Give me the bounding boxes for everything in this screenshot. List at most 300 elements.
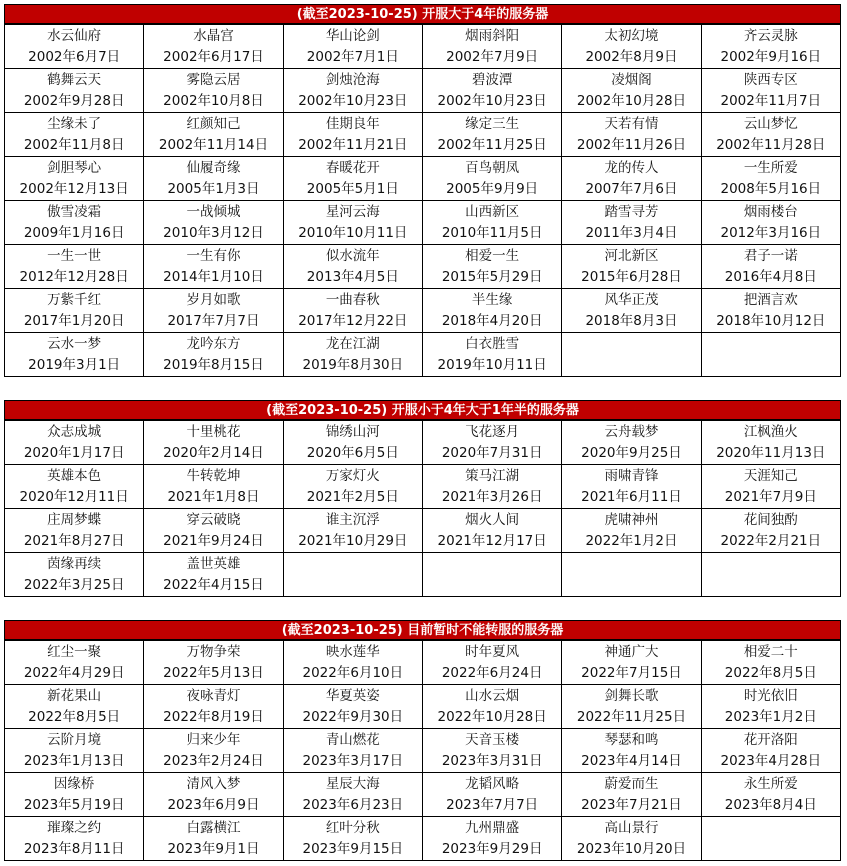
server-name: 烟火人间 — [465, 511, 520, 528]
server-cell — [144, 817, 283, 861]
server-cell — [283, 729, 422, 773]
open-date: 2010年3月12日 — [163, 224, 264, 241]
server-name: 江枫渔火 — [743, 423, 798, 440]
server-name: 岁月如歌 — [186, 291, 241, 308]
server-name: 踏雪寻芳 — [604, 203, 659, 220]
server-name: 剑舞长歌 — [604, 687, 659, 704]
server-name: 相爱二十 — [743, 643, 798, 660]
server-name: 花开洛阳 — [743, 731, 798, 748]
table-row — [5, 773, 841, 817]
open-date: 2002年10月23日 — [298, 92, 408, 109]
server-cell — [5, 773, 144, 817]
server-name: 时年夏风 — [465, 643, 520, 660]
server-name: 星河云海 — [325, 203, 380, 220]
server-name: 缘定三生 — [465, 115, 520, 132]
open-date: 2021年12月17日 — [437, 532, 547, 549]
open-date: 2022年1月2日 — [585, 532, 678, 549]
open-date: 2002年6月7日 — [28, 48, 121, 65]
server-table — [4, 420, 841, 597]
server-cell — [144, 465, 283, 509]
server-cell — [422, 157, 561, 201]
server-cell — [562, 245, 701, 289]
server-cell — [5, 157, 144, 201]
server-name: 茵缘再续 — [47, 555, 102, 572]
open-date: 2002年6月17日 — [163, 48, 264, 65]
server-name: 凌烟阁 — [611, 71, 652, 88]
empty-cell — [701, 817, 840, 861]
open-date: 2022年8月5日 — [724, 664, 817, 681]
open-date: 2023年9月29日 — [441, 840, 543, 857]
server-cell — [422, 289, 561, 333]
open-date: 2019年8月30日 — [302, 356, 404, 373]
server-cell — [144, 333, 283, 377]
open-date: 2023年6月9日 — [167, 796, 260, 813]
server-name: 一生所爱 — [743, 159, 798, 176]
server-name: 雨啸青锋 — [604, 467, 659, 484]
server-name: 天涯知己 — [743, 467, 798, 484]
server-cell — [701, 465, 840, 509]
open-date: 2023年5月19日 — [23, 796, 125, 813]
server-name: 策马江湖 — [465, 467, 520, 484]
open-date: 2002年10月23日 — [437, 92, 547, 109]
server-name: 青山燃花 — [325, 731, 380, 748]
server-cell — [562, 157, 701, 201]
server-cell — [422, 509, 561, 553]
table-row — [5, 817, 841, 861]
server-cell — [422, 113, 561, 157]
server-cell — [701, 641, 840, 685]
table-row — [5, 421, 841, 465]
server-cell — [283, 113, 422, 157]
open-date: 2022年9月30日 — [302, 708, 404, 725]
open-date: 2022年5月13日 — [163, 664, 264, 681]
server-cell — [562, 509, 701, 553]
server-cell — [144, 773, 283, 817]
server-cell — [144, 245, 283, 289]
table-row — [5, 509, 841, 553]
server-name: 龙韬风略 — [465, 775, 520, 792]
open-date: 2023年6月23日 — [302, 796, 404, 813]
open-date: 2021年9月24日 — [163, 532, 264, 549]
open-date: 2021年6月11日 — [581, 488, 682, 505]
server-cell — [283, 817, 422, 861]
server-cell — [5, 333, 144, 377]
server-name: 万家灯火 — [325, 467, 380, 484]
open-date: 2023年1月2日 — [724, 708, 817, 725]
server-name: 盖世英雄 — [186, 555, 241, 572]
table-row — [5, 641, 841, 685]
open-date: 2022年2月21日 — [720, 532, 822, 549]
server-cell — [283, 465, 422, 509]
server-cell — [562, 773, 701, 817]
open-date: 2009年1月16日 — [23, 224, 125, 241]
server-name: 把酒言欢 — [743, 291, 798, 308]
server-cell — [422, 817, 561, 861]
server-name: 水晶宫 — [193, 27, 234, 44]
server-name: 春暖花开 — [325, 159, 380, 176]
server-section-1-5-to-4-years — [4, 400, 841, 597]
open-date: 2021年8月27日 — [23, 532, 125, 549]
server-name: 牛转乾坤 — [186, 467, 241, 484]
server-name: 河北新区 — [604, 247, 659, 264]
open-date: 2021年7月9日 — [724, 488, 817, 505]
server-cell — [562, 201, 701, 245]
table-row — [5, 25, 841, 69]
open-date: 2005年5月1日 — [306, 180, 399, 197]
server-cell — [283, 685, 422, 729]
server-name: 天若有情 — [604, 115, 659, 132]
server-name: 佳期良年 — [325, 115, 380, 132]
open-date: 2023年7月21日 — [581, 796, 682, 813]
server-cell — [701, 421, 840, 465]
server-name: 新花果山 — [47, 687, 102, 704]
server-name: 龙吟东方 — [186, 335, 241, 352]
server-cell — [5, 201, 144, 245]
server-name: 水云仙府 — [47, 27, 102, 44]
table-row — [5, 201, 841, 245]
server-cell — [5, 289, 144, 333]
open-date: 2023年1月13日 — [23, 752, 125, 769]
table-row — [5, 157, 841, 201]
server-cell — [5, 817, 144, 861]
server-cell — [144, 289, 283, 333]
server-name: 烟雨斜阳 — [465, 27, 520, 44]
server-cell — [283, 25, 422, 69]
server-cell — [701, 685, 840, 729]
open-date: 2023年4月28日 — [720, 752, 822, 769]
server-cell — [422, 685, 561, 729]
table-row — [5, 333, 841, 377]
server-name: 似水流年 — [325, 247, 380, 264]
open-date: 2007年7月6日 — [585, 180, 678, 197]
server-name: 鹤舞云天 — [47, 71, 102, 88]
server-table — [4, 640, 841, 861]
server-name: 映水莲华 — [325, 643, 380, 660]
open-date: 2014年1月10日 — [163, 268, 264, 285]
server-name: 神通广大 — [604, 643, 659, 660]
open-date: 2012年3月16日 — [720, 224, 822, 241]
server-name: 剑胆琴心 — [47, 159, 102, 176]
open-date: 2010年11月5日 — [441, 224, 543, 241]
server-name: 烟雨楼台 — [743, 203, 798, 220]
server-cell — [5, 729, 144, 773]
server-name: 红叶分秋 — [325, 819, 380, 836]
open-date: 2018年10月12日 — [716, 312, 826, 329]
table-row — [5, 245, 841, 289]
open-date: 2023年8月4日 — [724, 796, 817, 813]
open-date: 2020年11月13日 — [716, 444, 826, 461]
server-name: 归来少年 — [186, 731, 241, 748]
server-name: 华山论剑 — [325, 27, 380, 44]
server-name: 一曲春秋 — [325, 291, 380, 308]
open-date: 2022年8月19日 — [163, 708, 264, 725]
server-cell — [701, 729, 840, 773]
server-name: 英雄本色 — [47, 467, 102, 484]
server-name: 风华正茂 — [604, 291, 659, 308]
server-name: 太初幻境 — [604, 27, 659, 44]
empty-cell — [701, 333, 840, 377]
open-date: 2023年3月17日 — [302, 752, 404, 769]
server-cell — [144, 421, 283, 465]
server-cell — [562, 729, 701, 773]
open-date: 2017年7月7日 — [167, 312, 260, 329]
open-date: 2022年6月24日 — [441, 664, 543, 681]
open-date: 2019年10月11日 — [437, 356, 547, 373]
empty-cell — [701, 553, 840, 597]
server-name: 半生缘 — [471, 291, 513, 308]
server-cell — [283, 157, 422, 201]
server-name: 花间独酌 — [743, 511, 798, 528]
server-cell — [422, 773, 561, 817]
server-name: 尘缘未了 — [47, 115, 102, 132]
server-name: 相爱一生 — [465, 247, 520, 264]
server-name: 碧波潭 — [471, 71, 513, 88]
server-name: 谁主沉浮 — [325, 511, 380, 528]
server-cell — [5, 113, 144, 157]
server-cell — [701, 69, 840, 113]
server-name: 齐云灵脉 — [743, 27, 798, 44]
section-header: (截至2023-10-25) 开服小于4年大于1年半的服务器 — [4, 400, 841, 420]
open-date: 2002年10月28日 — [576, 92, 687, 109]
open-date: 2018年8月3日 — [585, 312, 678, 329]
open-date: 2021年1月8日 — [167, 488, 260, 505]
open-date: 2020年12月11日 — [19, 488, 129, 505]
server-name: 万紫千红 — [47, 291, 102, 308]
server-cell — [562, 113, 701, 157]
server-cell — [422, 201, 561, 245]
server-cell — [5, 25, 144, 69]
server-cell — [144, 729, 283, 773]
server-cell — [562, 69, 701, 113]
server-cell — [701, 25, 840, 69]
server-name: 云舟载梦 — [604, 423, 659, 440]
server-cell — [283, 289, 422, 333]
server-name: 因缘桥 — [53, 775, 95, 792]
open-date: 2023年9月1日 — [167, 840, 260, 857]
server-name: 傲雪凌霜 — [47, 203, 102, 220]
open-date: 2017年12月22日 — [298, 312, 408, 329]
server-cell — [283, 245, 422, 289]
table-row — [5, 553, 841, 597]
open-date: 2002年11月25日 — [437, 136, 547, 153]
server-cell — [283, 421, 422, 465]
server-name: 红尘一聚 — [47, 643, 102, 660]
open-date: 2002年11月14日 — [158, 136, 269, 153]
open-date: 2002年10月8日 — [163, 92, 264, 109]
server-name: 众志成城 — [47, 423, 102, 440]
open-date: 2017年1月20日 — [23, 312, 125, 329]
server-name: 云阶月境 — [47, 731, 102, 748]
server-name: 高山景行 — [604, 819, 659, 836]
server-cell — [701, 201, 840, 245]
open-date: 2023年9月15日 — [302, 840, 404, 857]
open-date: 2005年1月3日 — [167, 180, 260, 197]
server-name: 云水一梦 — [47, 335, 102, 352]
open-date: 2021年10月29日 — [298, 532, 408, 549]
server-cell — [422, 641, 561, 685]
server-cell — [283, 201, 422, 245]
section-header: (截至2023-10-25) 目前暂时不能转服的服务器 — [4, 620, 841, 640]
server-name: 锦绣山河 — [325, 423, 380, 440]
server-cell — [422, 245, 561, 289]
server-name: 云山梦忆 — [743, 115, 798, 132]
table-row — [5, 69, 841, 113]
server-name: 龙在江湖 — [325, 335, 380, 352]
server-name: 虎啸神州 — [604, 511, 659, 528]
open-date: 2023年8月11日 — [23, 840, 125, 857]
server-cell — [5, 685, 144, 729]
server-name: 山西新区 — [465, 203, 520, 220]
open-date: 2020年7月31日 — [441, 444, 543, 461]
server-cell — [283, 641, 422, 685]
server-cell — [701, 773, 840, 817]
server-cell — [422, 729, 561, 773]
open-date: 2022年7月15日 — [581, 664, 682, 681]
open-date: 2020年1月17日 — [23, 444, 125, 461]
section-header: (截至2023-10-25) 开服大于4年的服务器 — [4, 4, 841, 24]
server-cell — [283, 333, 422, 377]
server-cell — [144, 201, 283, 245]
server-name: 九州鼎盛 — [465, 819, 520, 836]
server-cell — [562, 817, 701, 861]
open-date: 2019年8月15日 — [163, 356, 264, 373]
server-name: 龙的传人 — [604, 159, 659, 176]
server-cell — [562, 25, 701, 69]
server-cell — [422, 465, 561, 509]
server-cell — [144, 25, 283, 69]
empty-cell — [422, 553, 561, 597]
empty-cell — [562, 333, 701, 377]
server-cell — [5, 509, 144, 553]
empty-cell — [562, 553, 701, 597]
server-section-no-transfer — [4, 620, 841, 861]
open-date: 2021年2月5日 — [306, 488, 399, 505]
table-row — [5, 729, 841, 773]
server-name: 山水云烟 — [465, 687, 520, 704]
server-name: 一战倾城 — [186, 203, 241, 220]
server-cell — [144, 685, 283, 729]
server-cell — [5, 553, 144, 597]
server-name: 一生一世 — [47, 247, 102, 264]
server-name: 天音玉楼 — [465, 731, 520, 748]
open-date: 2002年11月26日 — [576, 136, 687, 153]
open-date: 2021年3月26日 — [441, 488, 543, 505]
server-cell — [283, 509, 422, 553]
open-date: 2002年11月28日 — [716, 136, 826, 153]
server-name: 穿云破晓 — [186, 511, 241, 528]
open-date: 2020年9月25日 — [581, 444, 682, 461]
open-date: 2022年10月28日 — [437, 708, 547, 725]
server-name: 星辰大海 — [325, 775, 380, 792]
open-date: 2023年4月14日 — [581, 752, 682, 769]
server-cell — [5, 641, 144, 685]
open-date: 2002年11月21日 — [298, 136, 408, 153]
open-date: 2018年4月20日 — [441, 312, 543, 329]
open-date: 2023年3月31日 — [441, 752, 543, 769]
open-date: 2015年6月28日 — [581, 268, 682, 285]
open-date: 2022年3月25日 — [23, 576, 125, 593]
open-date: 2019年3月1日 — [28, 356, 121, 373]
server-cell — [562, 421, 701, 465]
server-cell — [144, 509, 283, 553]
server-cell — [422, 333, 561, 377]
server-name: 蔚爱而生 — [604, 775, 659, 792]
server-cell — [562, 685, 701, 729]
server-name: 夜咏青灯 — [186, 687, 241, 704]
open-date: 2010年10月11日 — [298, 224, 408, 241]
open-date: 2002年8月9日 — [585, 48, 678, 65]
server-cell — [422, 421, 561, 465]
server-name: 白露横江 — [186, 819, 241, 836]
server-name: 飞花逐月 — [465, 423, 520, 440]
open-date: 2012年12月28日 — [19, 268, 129, 285]
open-date: 2020年2月14日 — [163, 444, 264, 461]
server-cell — [562, 641, 701, 685]
open-date: 2002年7月9日 — [446, 48, 539, 65]
open-date: 2002年11月7日 — [720, 92, 822, 109]
server-name: 仙履奇缘 — [186, 159, 241, 176]
open-date: 2002年11月8日 — [23, 136, 125, 153]
server-table — [4, 24, 841, 377]
server-name: 华夏英姿 — [325, 687, 380, 704]
server-cell — [701, 245, 840, 289]
open-date: 2002年7月1日 — [306, 48, 399, 65]
open-date: 2022年11月25日 — [576, 708, 687, 725]
server-name: 万物争荣 — [186, 643, 241, 660]
table-row — [5, 465, 841, 509]
open-date: 2005年9月9日 — [446, 180, 539, 197]
server-cell — [144, 113, 283, 157]
server-cell — [562, 289, 701, 333]
server-cell — [422, 25, 561, 69]
server-name: 红颜知己 — [186, 115, 241, 132]
empty-cell — [283, 553, 422, 597]
server-name: 白衣胜雪 — [465, 335, 520, 352]
server-name: 十里桃花 — [186, 423, 241, 440]
server-cell — [5, 465, 144, 509]
open-date: 2002年9月28日 — [23, 92, 125, 109]
open-date: 2002年9月16日 — [720, 48, 822, 65]
open-date: 2023年2月24日 — [163, 752, 264, 769]
server-cell — [5, 69, 144, 113]
open-date: 2023年7月7日 — [446, 796, 539, 813]
server-cell — [701, 509, 840, 553]
server-cell — [283, 773, 422, 817]
server-cell — [144, 641, 283, 685]
open-date: 2022年6月10日 — [302, 664, 404, 681]
server-cell — [5, 421, 144, 465]
server-name: 陕西专区 — [743, 71, 798, 88]
server-cell — [701, 289, 840, 333]
open-date: 2022年8月5日 — [28, 708, 121, 725]
table-row — [5, 289, 841, 333]
open-date: 2011年3月4日 — [585, 224, 678, 241]
server-cell — [5, 245, 144, 289]
open-date: 2022年4月15日 — [163, 576, 264, 593]
server-name: 一生有你 — [186, 247, 241, 264]
open-date: 2020年6月5日 — [306, 444, 399, 461]
server-name: 永生所爱 — [743, 775, 798, 792]
open-date: 2022年4月29日 — [23, 664, 125, 681]
server-cell — [701, 113, 840, 157]
server-cell — [422, 69, 561, 113]
server-name: 庄周梦蝶 — [47, 511, 102, 528]
server-name: 君子一诺 — [743, 247, 798, 264]
server-cell — [144, 69, 283, 113]
server-name: 清风入梦 — [186, 775, 241, 792]
server-name: 时光依旧 — [743, 687, 798, 704]
table-row — [5, 113, 841, 157]
